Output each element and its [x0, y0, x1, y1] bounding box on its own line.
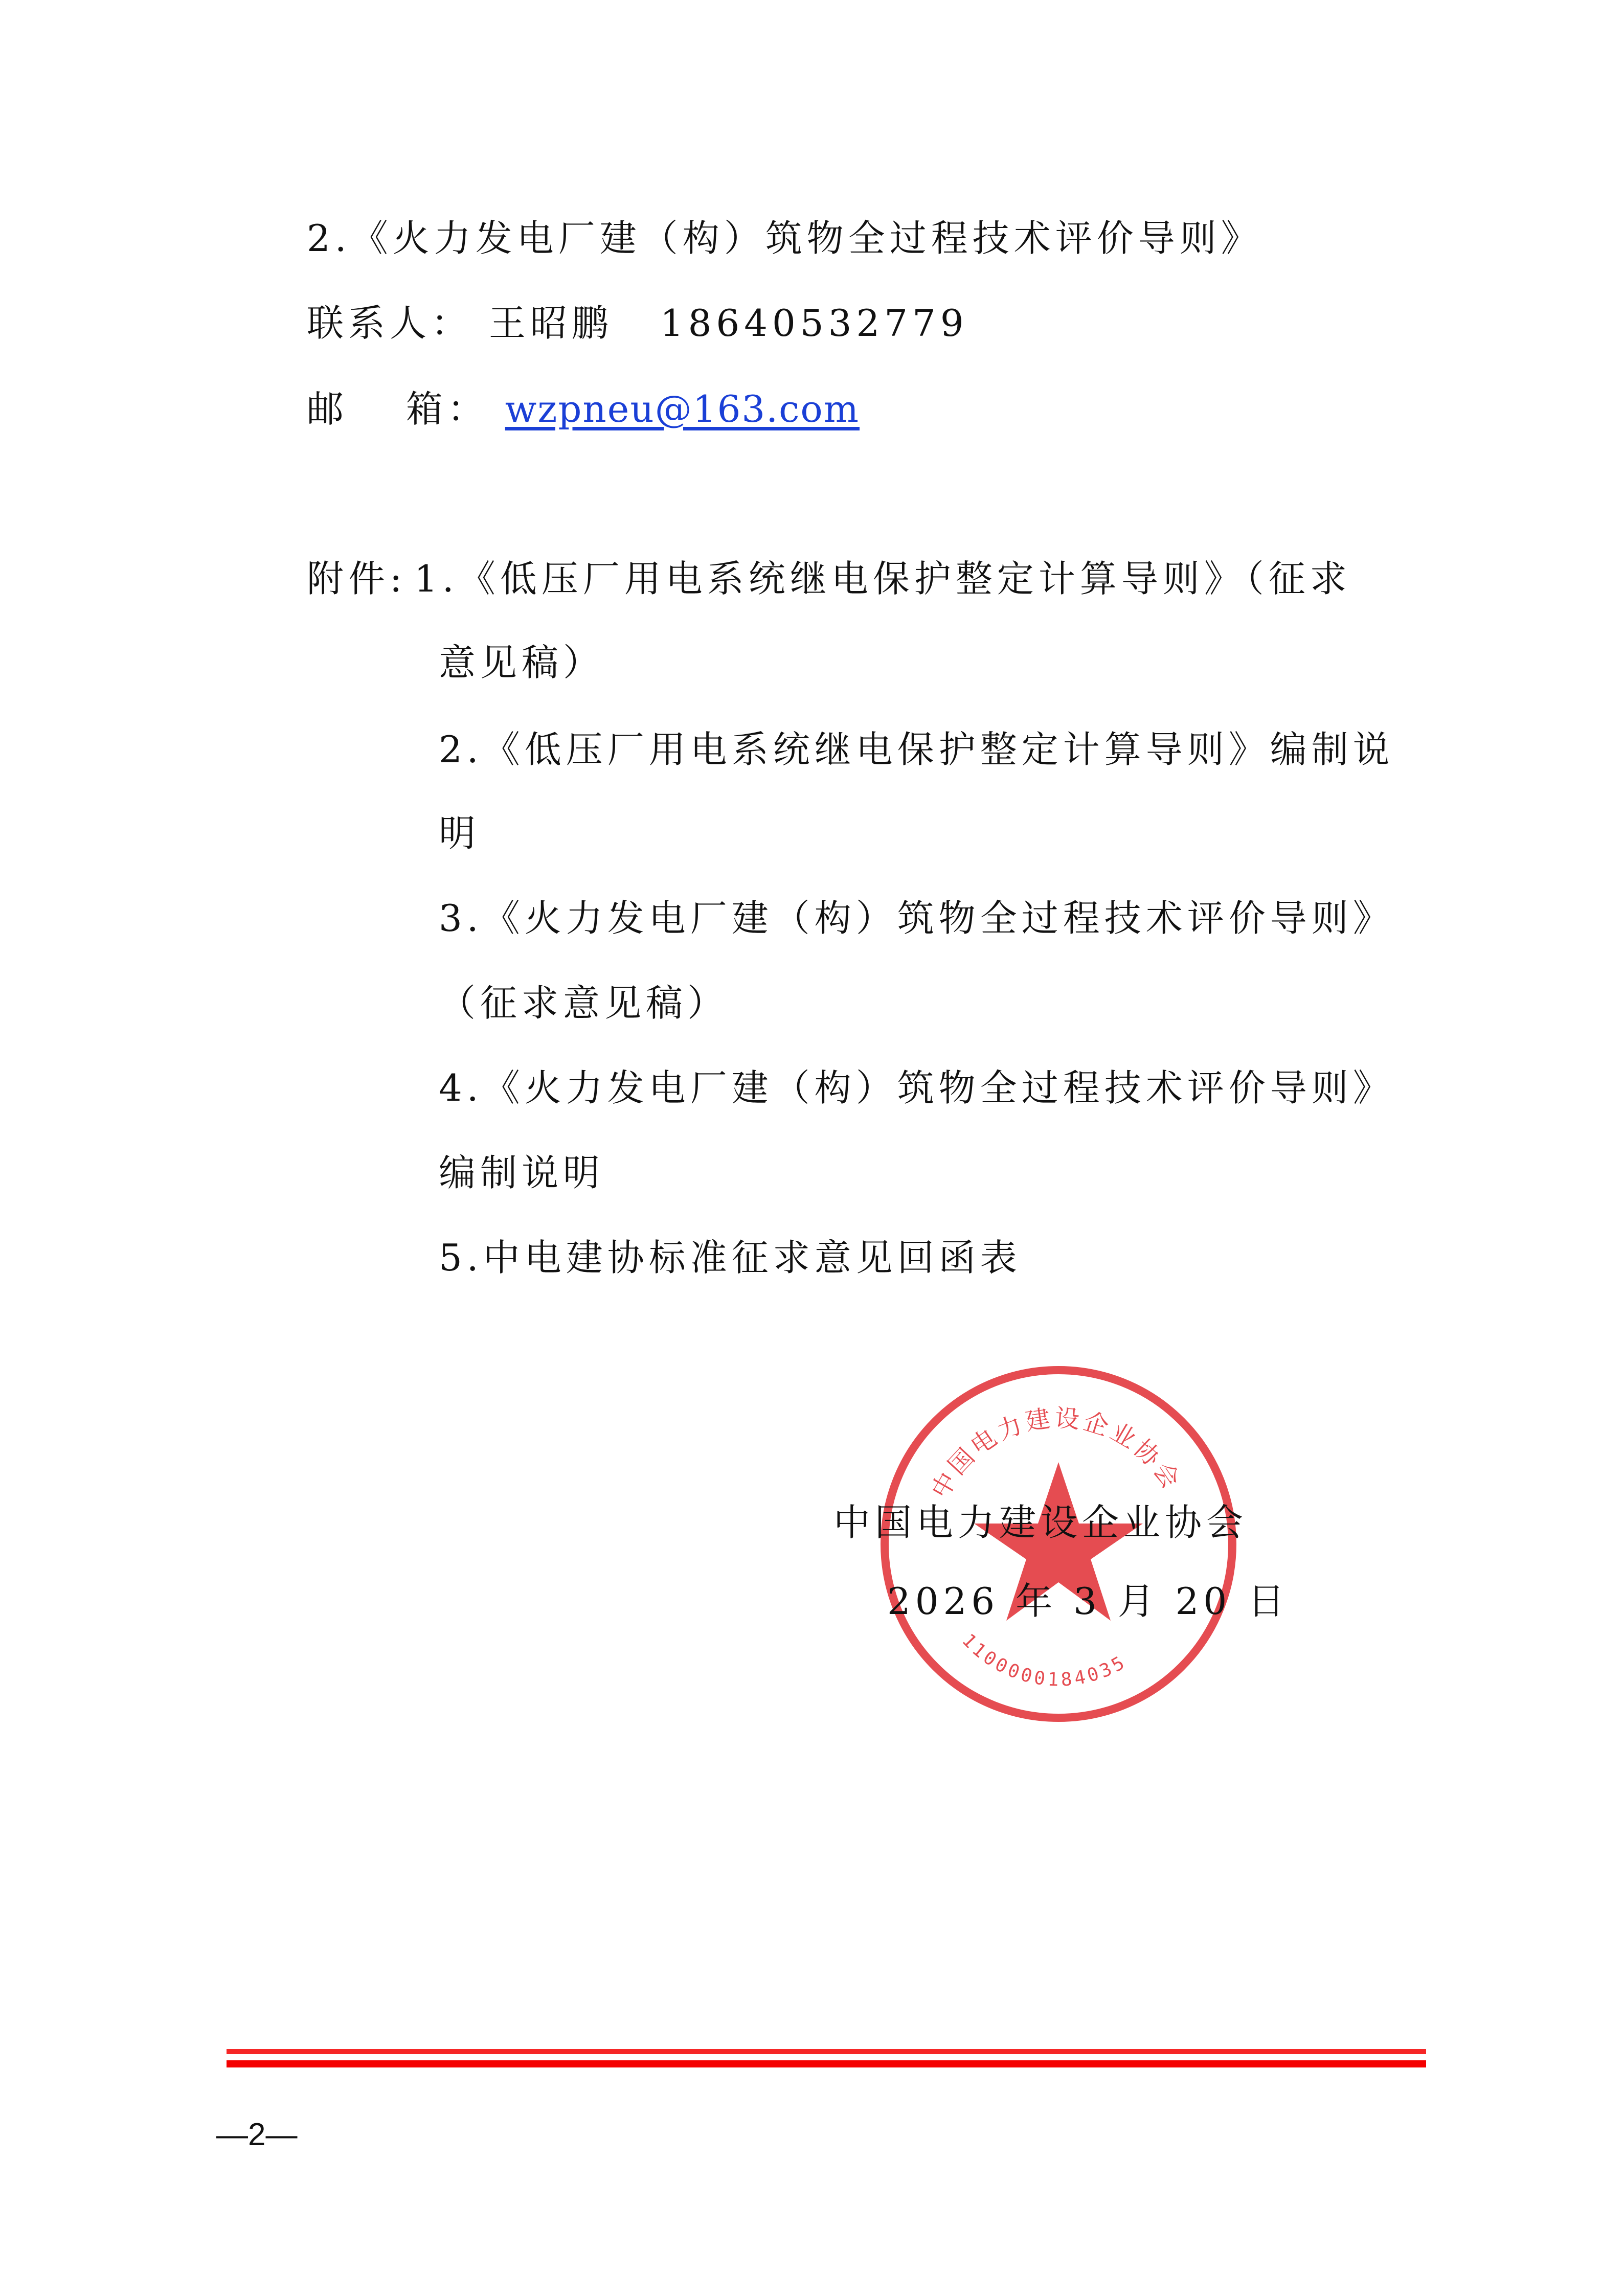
email-label: 邮 箱： [307, 388, 489, 430]
page-number: —2— [216, 2117, 298, 2152]
contact-label: 联系人： [307, 302, 473, 345]
document-item-2: 2.《火力发电厂建（构）筑物全过程技术评价导则》 [307, 217, 1262, 260]
attachment-line: 4.《火力发电厂建（构）筑物全过程技术评价导则》 [439, 1066, 1394, 1109]
attachment-line: 3.《火力发电厂建（构）筑物全过程技术评价导则》 [439, 897, 1394, 940]
seal-text: 中国电力建设企业协会 [926, 1403, 1187, 1504]
signature-date: 2026 年 3 月 20 日 [887, 1580, 1290, 1623]
footer-rule-thin [227, 2049, 1426, 2054]
attachment-line: 1.《低压厂用电系统继电保护整定计算导则》（征求 [414, 557, 1351, 600]
attachment-line: 意见稿） [439, 641, 605, 684]
contact-phone: 18640532779 [660, 302, 968, 345]
attachment-line: （征求意见稿） [439, 982, 729, 1025]
svg-text:1100000184035 [958, 1630, 1131, 1691]
seal-code: 1100000184035 [958, 1630, 1131, 1691]
email-row [307, 388, 860, 430]
attachment-line: 5.中电建协标准征求意见回函表 [439, 1236, 1022, 1279]
attachment-line: 编制说明 [439, 1151, 605, 1194]
attachments-label: 附件: [307, 557, 407, 600]
official-seal [869, 1355, 1248, 1733]
email-link[interactable]: wzpneu@163.com [505, 388, 860, 430]
attachment-line: 明 [439, 812, 481, 855]
signature-organization: 中国电力建设企业协会 [833, 1501, 1248, 1544]
contact-person-row [307, 302, 968, 345]
contact-name: 王昭鹏 [488, 302, 613, 345]
attachment-line: 2.《低压厂用电系统继电保护整定计算导则》编制说 [439, 728, 1394, 771]
footer-rule-thick [227, 2060, 1426, 2067]
